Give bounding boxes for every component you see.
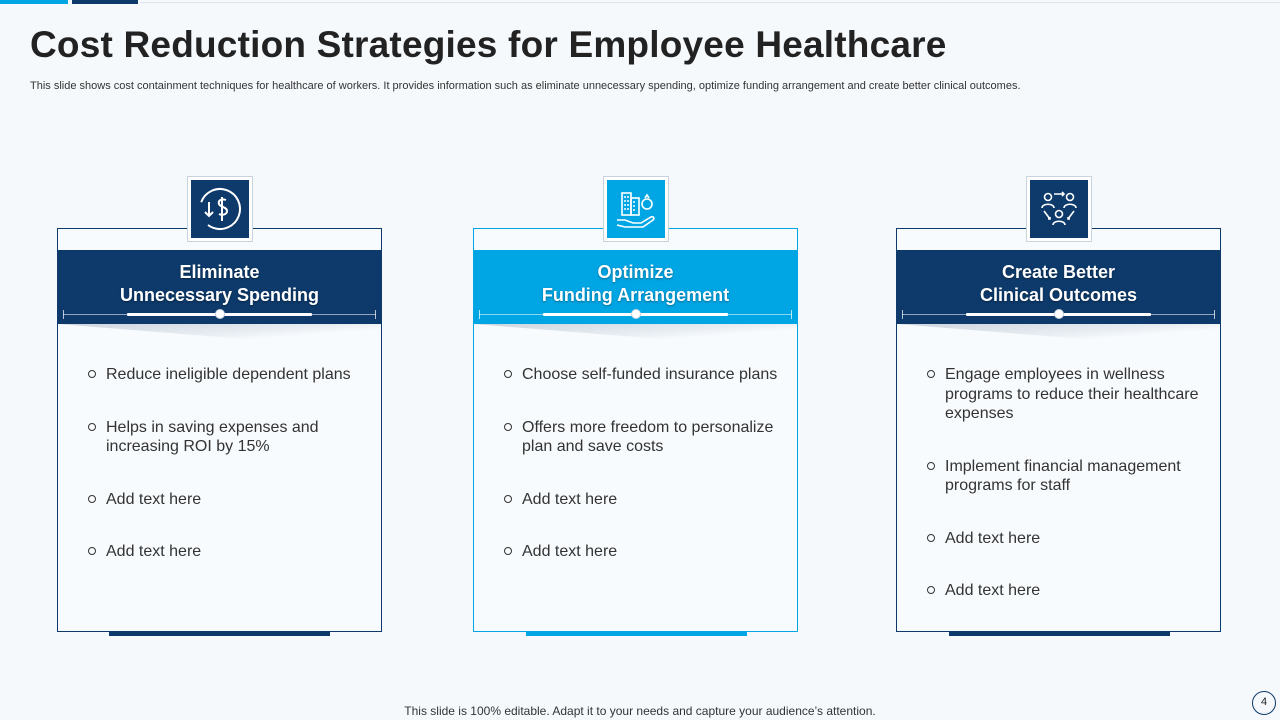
dollar-arrows-icon xyxy=(187,176,253,242)
card-title-line1: Create Better xyxy=(1001,262,1116,282)
card-title-line2: Funding Arrangement xyxy=(541,285,730,305)
card-title-line1: Eliminate xyxy=(179,262,260,282)
card-divider xyxy=(902,314,1215,315)
card-bottom-bar xyxy=(949,632,1170,636)
card-shadow xyxy=(474,324,797,350)
card-bullet-list xyxy=(88,365,363,595)
list-item: Helps in saving expenses and increasing ROI by 15% xyxy=(88,418,363,457)
strategy-card-optimize xyxy=(473,228,798,632)
card-bullet-list xyxy=(504,365,779,595)
card-shadow xyxy=(897,324,1220,350)
list-item: Offers more freedom to personalize plan and save costs xyxy=(504,418,779,457)
card-title-line2: Clinical Outcomes xyxy=(979,285,1138,305)
list-item: Engage employees in wellness programs to reduce their healthcare expenses xyxy=(927,365,1202,424)
card-title-line2: Unnecessary Spending xyxy=(119,285,320,305)
list-item: Choose self-funded insurance plans xyxy=(504,365,779,385)
list-item: Add text here xyxy=(88,542,363,562)
page-subtitle: This slide shows cost containment techniques for healthcare of workers. It provides information such as eliminate unnecessary spending, optimize funding arrangement and create better clinical outcomes. xyxy=(30,80,1021,92)
top-accent-bar-dark xyxy=(72,0,138,4)
card-header-band xyxy=(57,250,382,324)
strategy-card-clinical xyxy=(896,228,1221,632)
list-item: Add text here xyxy=(927,581,1202,601)
top-divider xyxy=(140,2,1280,3)
top-accent-bar xyxy=(0,0,68,4)
card-bullet-list xyxy=(927,365,1202,634)
card-title-line1: Optimize xyxy=(597,262,674,282)
list-item: Add text here xyxy=(88,490,363,510)
card-title xyxy=(57,261,382,307)
building-hand-money-icon xyxy=(603,176,669,242)
card-bottom-bar xyxy=(526,632,747,636)
page-title: Cost Reduction Strategies for Employee Healthcare xyxy=(30,24,947,65)
card-divider xyxy=(479,314,792,315)
list-item: Add text here xyxy=(504,490,779,510)
card-title xyxy=(473,261,798,307)
page-number: 4 xyxy=(1252,691,1276,715)
list-item: Implement financial management programs for staff xyxy=(927,457,1202,496)
list-item: Add text here xyxy=(504,542,779,562)
list-item: Add text here xyxy=(927,529,1202,549)
list-item: Reduce ineligible dependent plans xyxy=(88,365,363,385)
footer-note: This slide is 100% editable. Adapt it to your needs and capture your audience’s attention. xyxy=(404,704,876,718)
card-title xyxy=(896,261,1221,307)
people-cycle-icon xyxy=(1026,176,1092,242)
card-bottom-bar xyxy=(109,632,330,636)
card-divider xyxy=(63,314,376,315)
card-header-band xyxy=(473,250,798,324)
card-header-band xyxy=(896,250,1221,324)
strategy-card-eliminate xyxy=(57,228,382,632)
card-shadow xyxy=(58,324,381,350)
